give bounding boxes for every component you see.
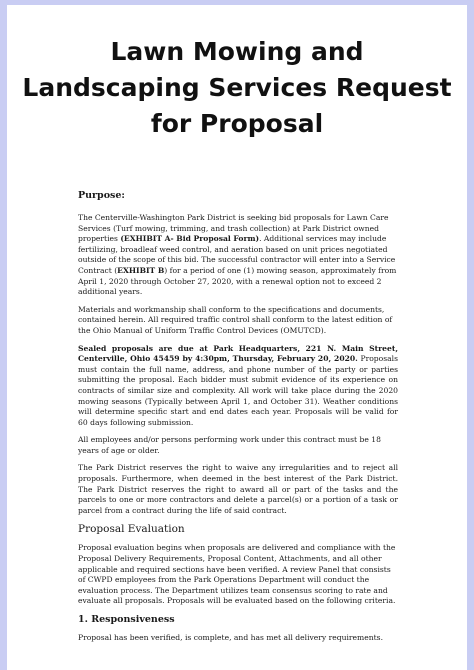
exhibit-a-reference: (EXHIBIT A- Bid Proposal Form) bbox=[120, 234, 260, 244]
due-date-statement: Sealed proposals are due at Park Headquarters, 221 N. Main Street, Centerville, Ohio 45459 by 4:30pm, Thursday, February 20, 2020. bbox=[78, 343, 398, 364]
purpose-text-c: . Additional services may include fertilizing, broadleaf weed control, and aeration based on unit prices negotiated outside of the scope of this bid. The successful contractor will enter into a Service Contract ( bbox=[78, 234, 396, 275]
document-body bbox=[78, 190, 398, 651]
evaluation-paragraph: Proposal evaluation begins when proposals are delivered and compliance with the Proposal Delivery Requirements, Proposal Content, Attachments, and all other applicable and required sections have been verified. A review Panel that consists of CWPD employees from the Park Operations Department will conduct the evaluation process. The Department utilizes team consensus scoring to rate and evaluate all proposals. Proposals will be evaluated based on the following criteria. bbox=[78, 543, 396, 606]
purpose-text-a: The Centerville-Washington Park District is seeking bid proposals for Lawn Care Services (Turf mowing, trimming, and trash collection) at Park District owned properties bbox=[78, 213, 389, 244]
exhibit-b-reference: EXHIBIT B bbox=[117, 265, 165, 275]
materials-paragraph: Materials and workmanship shall conform to the specifications and documents, contained herein. All required traffic control shall conform to the latest edition of the Ohio Manual of Uniform Traffic Control Devices (OMUTCD). bbox=[78, 304, 393, 335]
purpose-heading: Purpose: bbox=[78, 190, 125, 201]
purpose-text-e: ) for a period of one (1) mowing season, approximately from April 1, 2020 through October 27, 2020, with a renewal option not to exceed 2 additional years. bbox=[78, 265, 397, 297]
purpose-paragraph bbox=[78, 213, 398, 298]
responsiveness-paragraph: Proposal has been verified, is complete, and has met all delivery requirements. bbox=[78, 633, 383, 642]
sealed-proposals-paragraph bbox=[78, 344, 398, 429]
age-requirement-paragraph: All employees and/or persons performing work under this contract must be 18 years of age or older. bbox=[78, 435, 381, 455]
document-title: Lawn Mowing and Landscaping Services Request for Proposal bbox=[22, 37, 452, 138]
sealed-proposals-text: Proposals must contain the full name, address, and phone number of the party or parties submitting the proposal. Each bidder must submit evidence of its experience on contracts of similar size and complexity. All work will take place during the 2020 mowing seasons (Typically between April 1, and October 31). Weather conditions will determine specific start and end dates each year. Proposals will be valid for 60 days following submission. bbox=[78, 354, 398, 427]
responsiveness-heading: 1. Responsiveness bbox=[78, 614, 175, 625]
evaluation-heading: Proposal Evaluation bbox=[78, 523, 185, 536]
reservation-paragraph: The Park District reserves the right to waive any irregularities and to reject all proposals. Furthermore, when deemed in the best interest of the Park District. The Park District reserves the right to award all or part of the tasks and the parcels to one or more contractors and delete a parcel(s) or a portion of a task or parcel from a contract during the life of said contract. bbox=[78, 463, 398, 515]
